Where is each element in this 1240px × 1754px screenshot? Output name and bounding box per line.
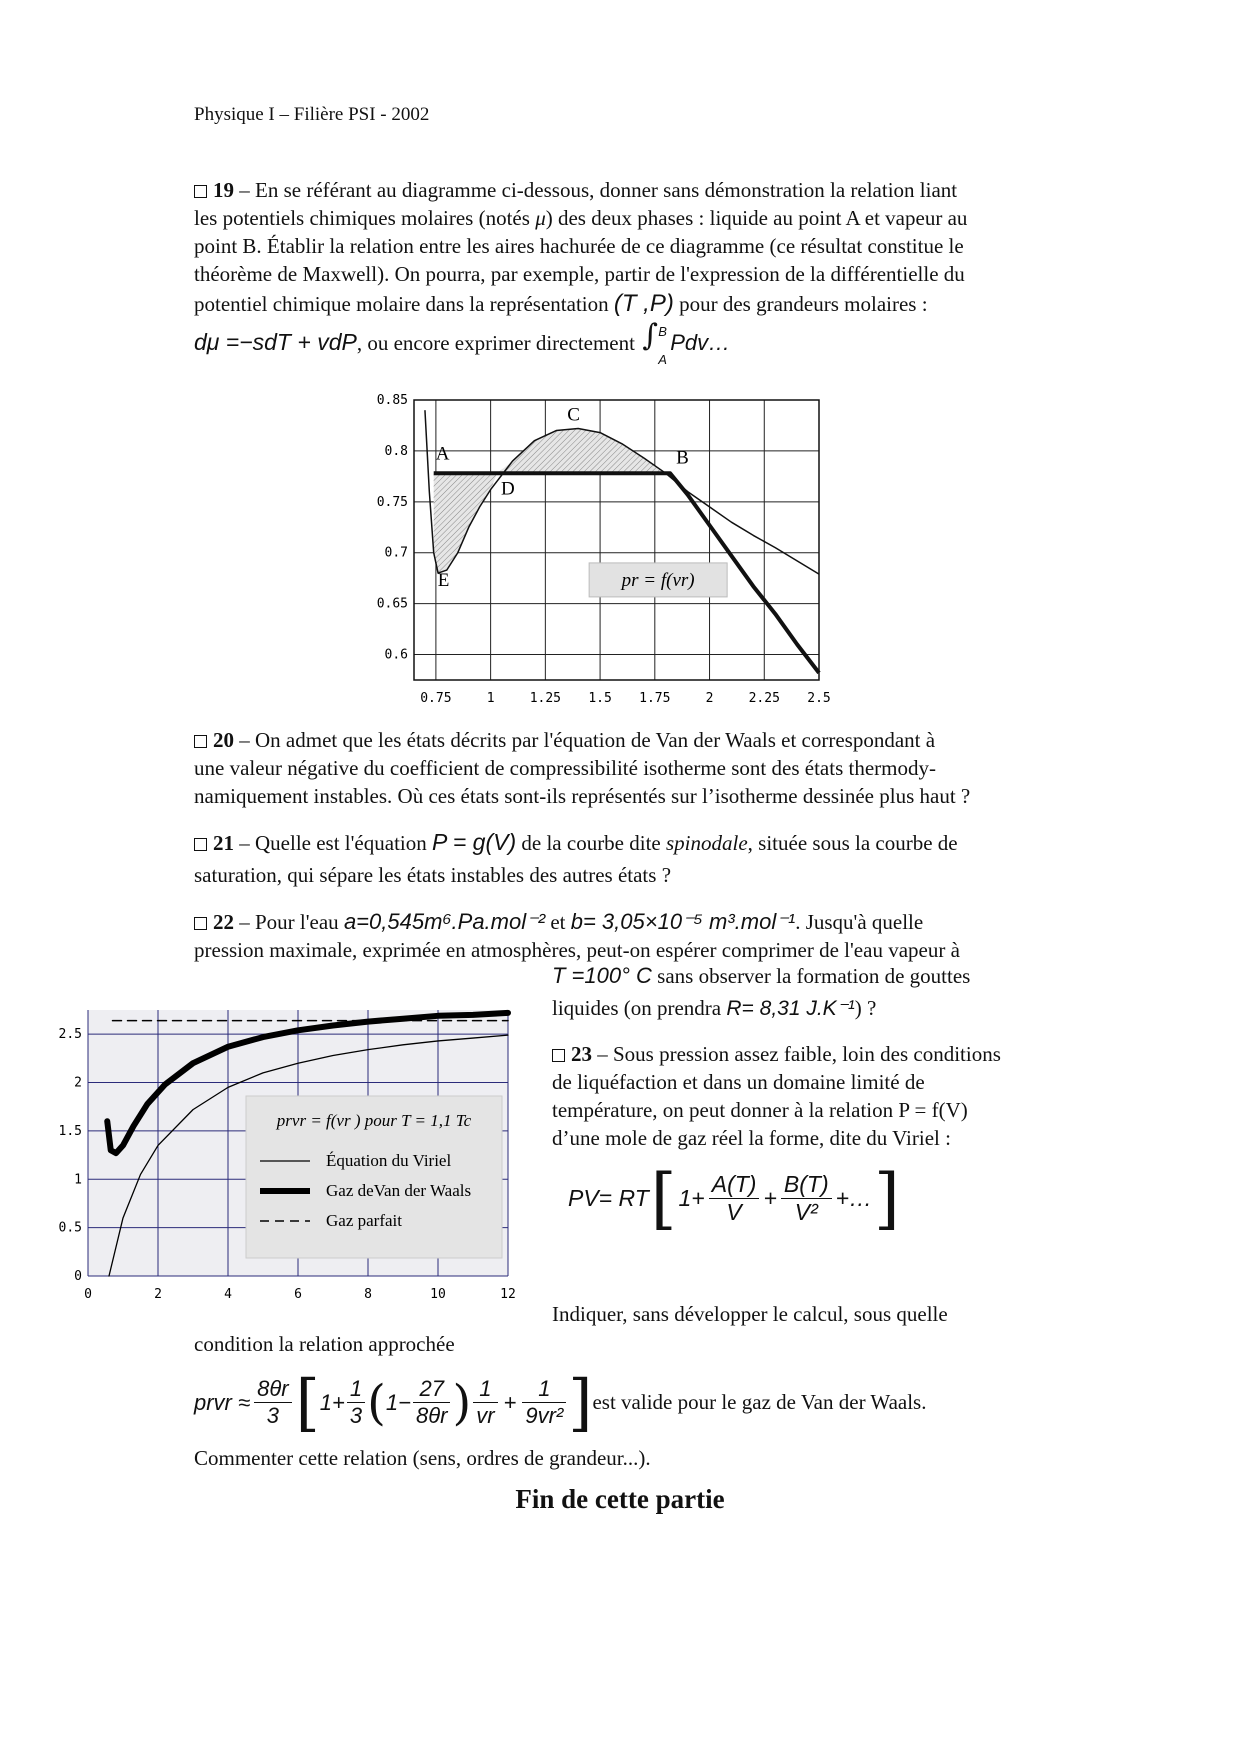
checkbox-icon [194,917,207,930]
x-tick-label: 0 [84,1287,92,1302]
x-tick-label: 2.5 [807,691,831,706]
x-tick-label: 4 [224,1287,232,1302]
x-tick-label: 2 [154,1287,162,1302]
legend-title: prvr = f(vr ) pour T = 1,1 Tc [276,1111,472,1130]
question-21: 21 – Quelle est l'équation P = g(V) de la courbe dite spinodale, située sous la courbe de saturation, qui sépare les états instables des autres états ? [194,829,958,887]
question-22: 22 – Pour l'eau a=0,545m⁶.Pa.mol⁻² et b= 3,05×10⁻⁵ m³.mol⁻¹. Jusqu'à quelle pression maximale, exprimée en atmosphères, peut-on espérer comprimer de l'eau vapeur à [194,909,960,962]
q19-line5: potentiel chimique molaire dans la représentation (T ,P) pour des grandeurs molaires : [194,290,928,317]
q22-continued: T =100° C sans observer la formation de gouttes liquides (on prendra R= 8,31 J.K⁻¹) ? [552,963,971,1020]
q19-line6: dμ =−sdT + vdP, ou encore exprimer directement ∫ B A Pdv… [194,318,731,367]
y-tick-label: 2 [74,1075,82,1091]
x-tick-label: 8 [364,1287,372,1302]
x-tick-label: 1 [486,691,495,706]
x-tick-label: 12 [500,1287,516,1302]
q19-line1: 19 – En se référant au diagramme ci-dessous, donner sans démonstration la relation liant [194,176,1054,204]
x-tick-label: 10 [430,1287,446,1302]
y-tick-label: 1 [74,1172,82,1188]
page-header: Physique I – Filière PSI - 2002 [194,104,430,125]
legend-label-0: Équation du Viriel [326,1151,452,1170]
integral: ∫ B A [642,318,667,367]
y-tick-label: 0.7 [384,545,408,561]
q19-line3: point B. Établir la relation entre les aires hachurée de ce diagramme (ce résultat constitue le [194,234,964,258]
y-tick-label: 2.5 [58,1027,82,1043]
question-19 [194,176,1054,367]
y-tick-label: 0.85 [376,393,408,408]
y-tick-label: 0.65 [376,596,408,612]
section-end-title: Fin de cette partie [515,1484,725,1514]
question-20: 20 – On admet que les états décrits par l'équation de Van der Waals et correspondant à une valeur négative du coefficient de compressibilité isotherme sont des états thermody- namiquement instables. Où ces états sont-ils représentés sur l’isotherme dessinée plus haut ? [194,728,971,808]
virial-equation: PV= RT [ 1+ $\frac{A(T)}{V}$ + $\frac{B(T)}{\text{V²}}$ +… ] [568,1160,900,1237]
x-tick-label: 0.75 [420,691,452,706]
point-label-E: E [437,570,450,591]
q23-commenter: Commenter cette relation (sens, ordres de grandeur...). [194,1446,651,1470]
y-tick-label: 0.6 [384,647,408,663]
q23-condition: condition la relation approchée [194,1332,455,1356]
y-tick-label: 1.5 [58,1123,82,1139]
annotation-label: pr = f(vr) [621,569,695,591]
q19-differential: dμ =−sdT + vdP [194,329,357,355]
x-tick-label: 2.25 [748,691,780,706]
y-tick-label: 0.5 [58,1220,82,1236]
checkbox-icon [194,735,207,748]
approx-relation: prvr ≈ $\frac{8\theta r}{3}$ [ 1+ $\frac{1}{3}$ ( 1− $\frac{27}{8\theta r}$ ) $\frac{1}{vr}$ + $\frac{1}{\text{9vr²}}$ ] est valide pour le gaz de Van der Waals. [194,1366,927,1439]
chart-virial-comparison [48,1008,533,1308]
y-tick-label: 0.8 [384,443,408,459]
point-label-D: D [501,478,515,500]
x-tick-label: 1.5 [588,691,612,706]
question-23: 23 – Sous pression assez faible, loin des conditions de liquéfaction et dans un domaine limité de température, on peut donner à la relation P = f(V) d’une mole de gaz réel la forme, dite du Viriel : [552,1042,1001,1150]
q23-indiquer: Indiquer, sans développer le calcul, sous quelle [552,1302,948,1326]
y-tick-label: 0.75 [376,494,408,510]
hatched-area-lower [434,473,497,573]
x-tick-label: 1.25 [529,691,562,706]
checkbox-icon [194,185,207,198]
chart-van-der-waals-isotherm [360,390,880,710]
checkbox-icon [194,838,207,851]
y-tick-label: 0 [74,1269,82,1284]
point-label-A: A [435,443,450,465]
q19-line4: théorème de Maxwell). On pourra, par exemple, partir de l'expression de la différentielle du [194,262,965,286]
x-tick-label: 6 [294,1287,302,1302]
legend-label-1: Gaz deVan der Waals [326,1181,472,1200]
x-tick-label: 1.75 [639,691,671,706]
point-label-B: B [676,447,689,469]
x-tick-label: 2 [705,691,714,706]
point-label-C: C [567,404,580,426]
q19-line2: les potentiels chimiques molaires (notés μ) des deux phases : liquide au point A et vapeur au [194,206,968,230]
checkbox-icon [552,1049,565,1062]
legend-label-2: Gaz parfait [326,1211,402,1230]
